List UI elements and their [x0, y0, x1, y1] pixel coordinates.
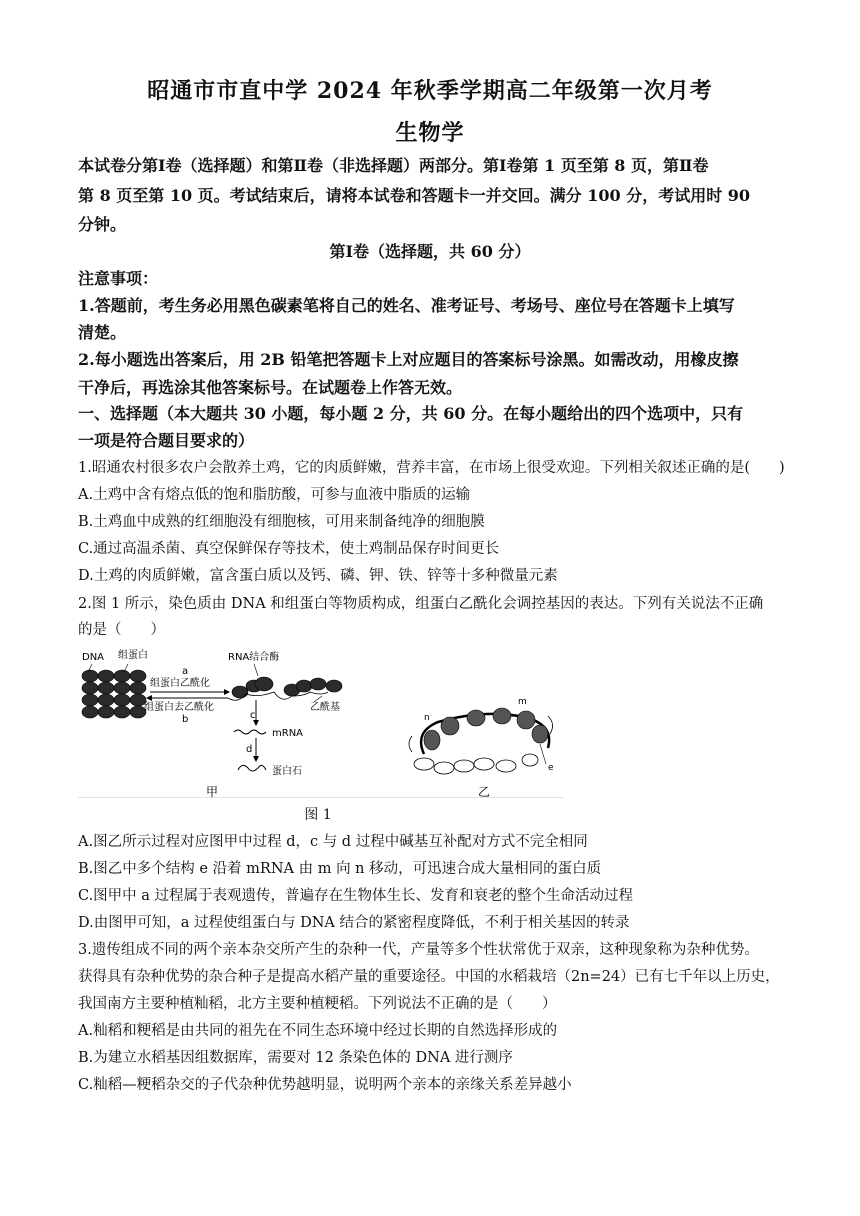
q2-option-a: A.图乙所示过程对应图甲中过程 d，c 与 d 过程中碱基互补配对方式不完全相同	[78, 834, 588, 850]
q2-option-b: B.图乙中多个结构 e 沿着 mRNA 由 m 向 n 移动，可迅速合成大量相同的蛋白质	[78, 861, 602, 877]
label-jia: 甲	[206, 785, 219, 798]
label-e: e	[548, 763, 554, 773]
compact-chromatin	[82, 670, 146, 718]
label-histone: 组蛋白	[118, 650, 148, 661]
note-1-line-1: 1.答题前，考生务必用黑色碳素笔将自己的姓名、准考证号、考场号、座位号在答题卡上填写	[78, 296, 735, 315]
figure-caption: 图 1	[304, 807, 332, 823]
label-rna-enzyme: RNA结合酶	[228, 652, 280, 663]
label-m: m	[518, 697, 527, 707]
q3-option-b: B.为建立水稻基因组数据库，需要对 12 条染色体的 DNA 进行测序	[78, 1050, 513, 1066]
label-acetylation: 组蛋白乙酰化	[150, 678, 210, 689]
note-2-line-1: 2.每小题选出答案后，用 2B 铅笔把答题卡上对应题目的答案标号涂黑。如需改动，用橡皮擦	[78, 350, 739, 369]
label-protein: 蛋白石	[272, 766, 302, 777]
q2-stem-line-1: 2.图 1 所示，染色质由 DNA 和组蛋白等物质构成，组蛋白乙酰化会调控基因的表达。下列有关说法不正确	[78, 596, 764, 612]
part1-heading-line-2: 一项是符合题目要求的）	[78, 431, 255, 450]
label-yi: 乙	[478, 785, 491, 798]
q1-option-c: C.通过高温杀菌、真空保鲜保存等技术，使土鸡制品保存时间更长	[78, 541, 500, 557]
label-c: c	[250, 710, 256, 721]
intro-line-3: 分钟。	[78, 215, 127, 234]
subject-title: 生物学	[395, 120, 465, 146]
note-2-line-2: 干净后，再选涂其他答案标号。在试题卷上作答无效。	[78, 378, 463, 397]
q3-stem-line-2: 获得具有杂种优势的杂合种子是提高水稻产量的重要途径。中国的水稻栽培（2n=24）已有七千年以上历史，	[78, 969, 780, 985]
q3-stem-line-3: 我国南方主要种植籼稻，北方主要种植粳稻。下列说法不正确的是（ ）	[78, 996, 557, 1012]
exam-title: 昭通市市直中学 2024 年秋季学期高二年级第一次月考	[147, 78, 713, 104]
q3-option-c: C.籼稻—粳稻杂交的子代杂种优势越明显，说明两个亲本的亲缘关系差异越小	[78, 1077, 572, 1093]
q1-option-d: D.土鸡的肉质鲜嫩，富含蛋白质以及钙、磷、钾、铁、锌等十多种微量元素	[78, 568, 558, 584]
q1-option-b: B.土鸡血中成熟的红细胞没有细胞核，可用来制备纯净的细胞膜	[78, 514, 485, 530]
q3-stem-line-1: 3.遗传组成不同的两个亲本杂交所产生的杂种一代，产量等多个性状常优于双亲，这种现象称为杂种优势。	[78, 942, 759, 958]
section-title: 第Ⅰ卷（选择题，共 60 分）	[329, 242, 531, 261]
part1-heading-line-1: 一、选择题（本大题共 30 小题，每小题 2 分，共 60 分。在每小题给出的四个选项中，只有	[78, 404, 744, 423]
note-1-line-2: 清楚。	[78, 323, 127, 342]
notes-heading: 注意事项：	[78, 269, 159, 288]
label-n: n	[424, 713, 430, 723]
q3-option-a: A.籼稻和粳稻是由共同的祖先在不同生态环境中经过长期的自然选择形成的	[78, 1023, 558, 1039]
intro-line-2: 第 8 页至第 10 页。考试结束后，请将本试卷和答题卡一并交回。满分 100 分，考试用时 90	[78, 186, 751, 205]
q2-option-d: D.由图甲可知，a 过程使组蛋白与 DNA 结合的紧密程度降低，不利于相关基因的转录	[78, 915, 630, 931]
label-b: b	[182, 714, 189, 725]
label-mrna: mRNA	[272, 728, 304, 739]
q1-option-a: A.土鸡中含有熔点低的饱和脂肪酸，可参与血液中脂质的运输	[78, 487, 471, 503]
label-a: a	[182, 666, 189, 677]
intro-line-1: 本试卷分第Ⅰ卷（选择题）和第Ⅱ卷（非选择题）两部分。第Ⅰ卷第 1 页至第 8 页，第Ⅱ卷	[78, 156, 709, 175]
q2-stem-line-2: 的是（ ）	[78, 622, 165, 638]
q2-option-c: C.图甲中 a 过程属于表观遗传，普遍存在生物体生长、发育和衰老的整个生命活动过程	[78, 888, 634, 904]
label-deacetylation: 组蛋白去乙酰化	[144, 702, 214, 713]
polysome-ring	[409, 708, 553, 774]
label-acetyl-group: 乙酰基	[310, 702, 340, 713]
q1-stem: 1.昭通农村很多农户会散养土鸡，它的肉质鲜嫩，营养丰富，在市场上很受欢迎。下列相关叙述正确的是( )	[78, 460, 785, 476]
label-d: d	[246, 744, 253, 755]
figure-1-diagram	[78, 646, 564, 798]
label-dna: DNA	[82, 652, 105, 663]
